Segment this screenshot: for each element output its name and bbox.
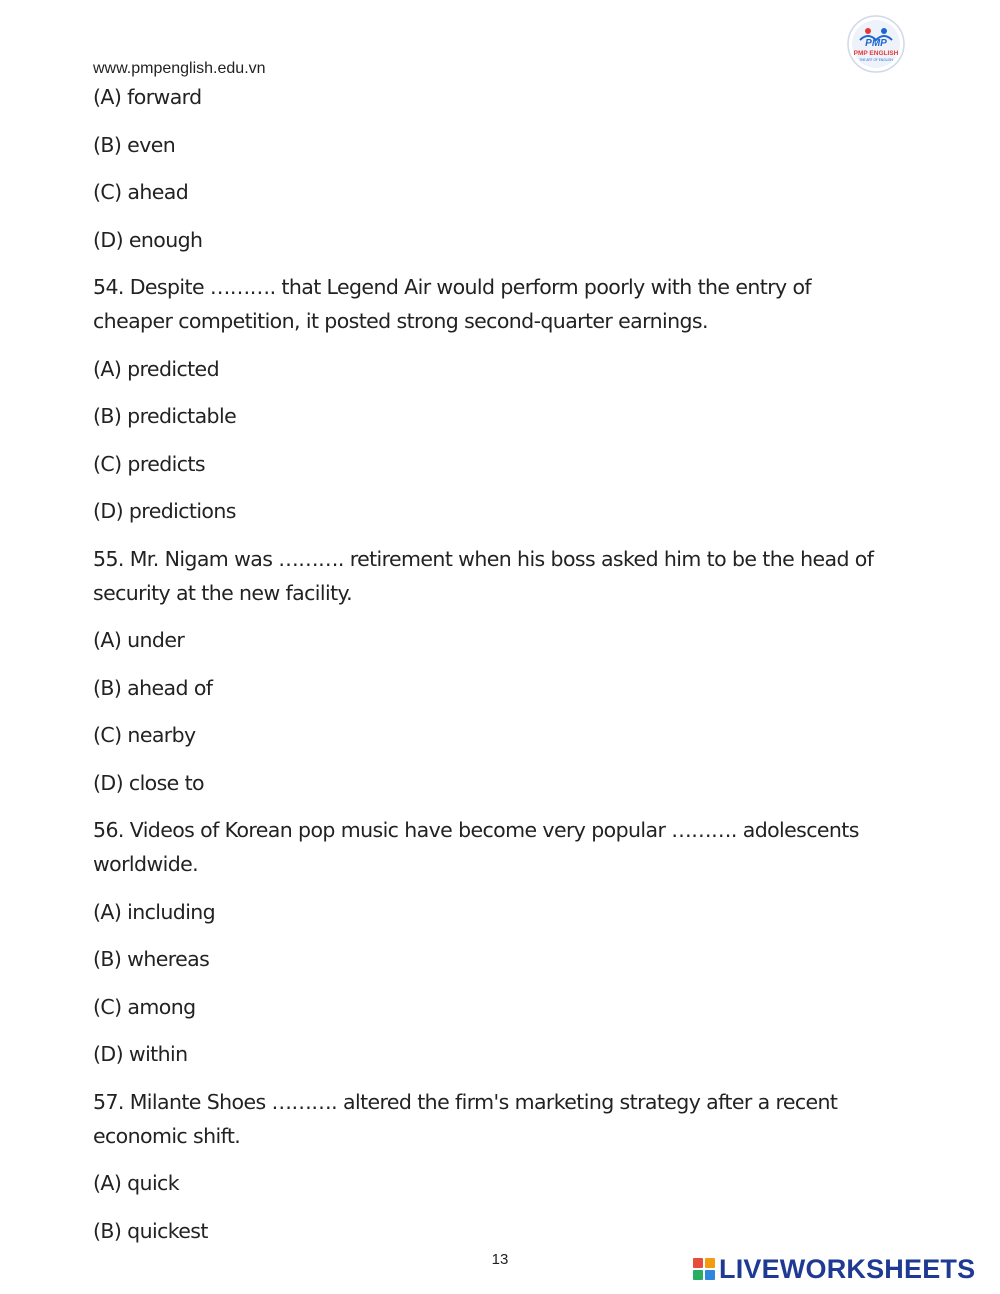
question-text-line: economic shift. <box>93 1123 241 1148</box>
question-text-line: worldwide. <box>93 852 199 876</box>
page-number: 13 <box>491 1251 509 1268</box>
logo-cube-i <box>705 1258 715 1268</box>
logo-cube-v <box>693 1270 703 1280</box>
question-text-line: 55. Mr. Nigam was ………. retirement when his boss asked him to be the head of <box>93 546 874 571</box>
answer-option: (B) even <box>93 132 176 157</box>
pmp-english-logo <box>846 14 906 74</box>
answer-option: (B) whereas <box>93 947 210 971</box>
answer-option: (A) quick <box>93 1171 179 1195</box>
question-text-line: 54. Despite ………. that Legend Air would perform poorly with the entry of <box>93 275 812 299</box>
answer-option: (A) including <box>93 899 216 924</box>
site-url[interactable]: www.pmpenglish.edu.vn <box>93 60 266 77</box>
answer-option: (C) among <box>93 994 196 1019</box>
logo-cube-l <box>693 1258 703 1268</box>
question-text-line: cheaper competition, it posted strong second-quarter earnings. <box>93 309 708 333</box>
answer-option: (D) predictions <box>93 499 236 523</box>
answer-option: (A) predicted <box>93 356 219 381</box>
answer-option: (B) ahead of <box>93 675 213 700</box>
answer-option: (B) predictable <box>93 404 237 428</box>
question-text-line: 56. Videos of Korean pop music have become very popular ………. adolescents <box>93 818 859 842</box>
question-text-line: 57. Milante Shoes ………. altered the firm's marketing strategy after a recent <box>93 1089 838 1114</box>
liveworksheets-logo-icon <box>693 1258 715 1280</box>
answer-option: (B) quickest <box>93 1218 208 1243</box>
answer-option: (D) enough <box>93 227 203 252</box>
logo-mark-text: PMP <box>865 38 887 49</box>
liveworksheets-brand[interactable] <box>693 1254 975 1284</box>
answer-option: (C) predicts <box>93 451 205 476</box>
answer-option: (C) ahead <box>93 180 189 204</box>
answer-option: (A) under <box>93 628 185 652</box>
answer-option: (D) close to <box>93 770 204 795</box>
answer-option: (A) forward <box>93 85 202 109</box>
answer-option: (C) nearby <box>93 723 196 747</box>
question-text-line: security at the new facility. <box>93 580 353 605</box>
question <box>93 542 913 610</box>
worksheet-content <box>93 80 913 1261</box>
answer-option: (D) within <box>93 1042 188 1066</box>
question <box>93 813 913 881</box>
liveworksheets-text: LIVEWORKSHEETS <box>719 1254 976 1284</box>
logo-brand-text: PMP ENGLISH <box>853 50 899 57</box>
question <box>93 1085 913 1153</box>
question <box>93 270 913 338</box>
logo-cube-e <box>705 1270 715 1280</box>
logo-tagline: THE ART OF ENGLISH <box>859 58 893 62</box>
